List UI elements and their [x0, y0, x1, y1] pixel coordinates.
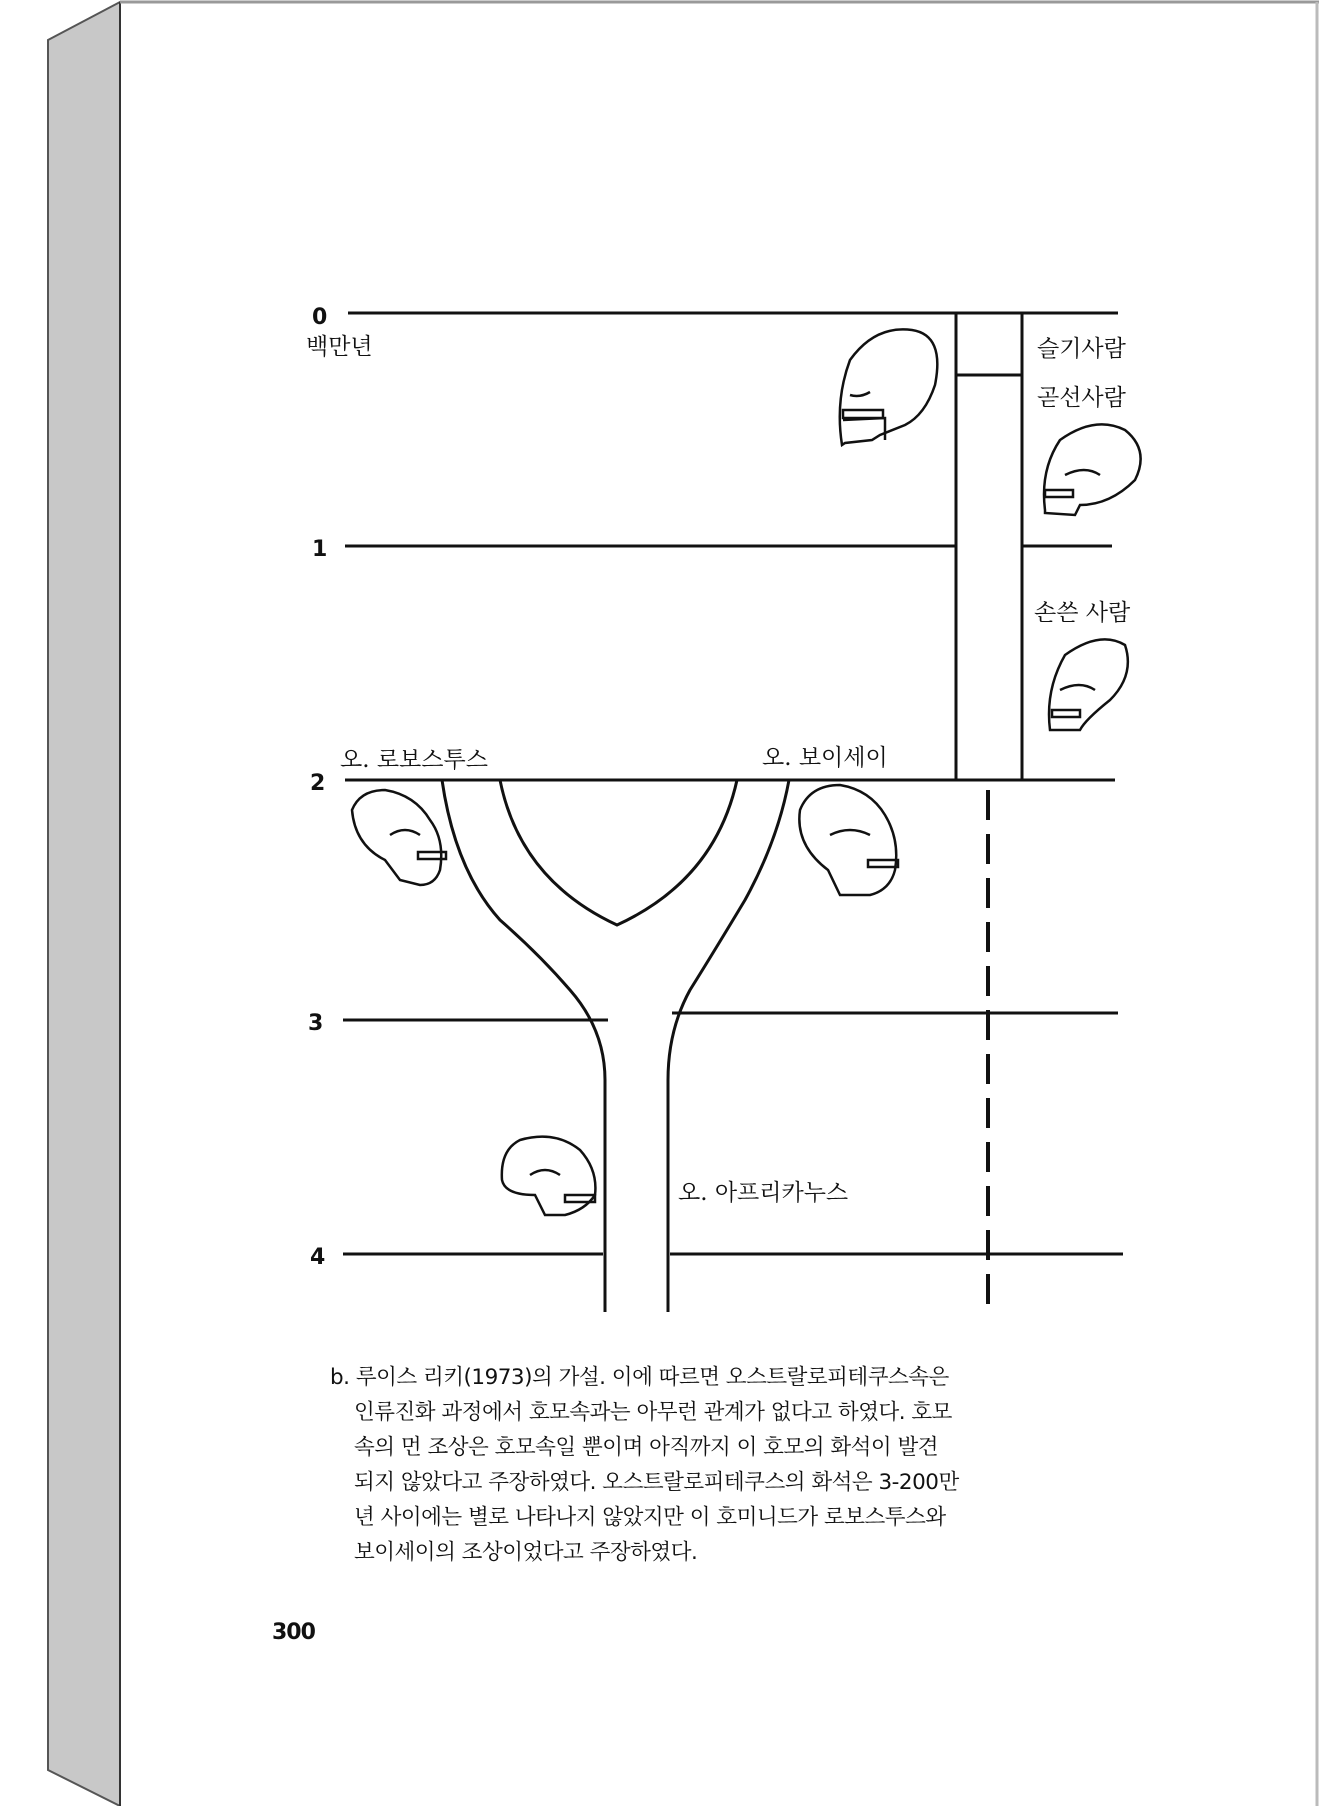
label-a-boisei: 오. 보이세이: [762, 745, 888, 771]
caption-line: 인류진화 과정에서 호모속과는 아무런 관계가 없다고 하였다. 호모: [354, 1400, 952, 1425]
caption-line: 되지 않았다고 주장하였다. 오스트랄로피테쿠스의 화석은 3-200만: [354, 1470, 959, 1495]
label-homo-erectus: 곧선사람: [1037, 385, 1126, 411]
caption-line: b. 루이스 리키(1973)의 가설. 이에 따르면 오스트랄로피테쿠스속은: [330, 1365, 949, 1390]
label-homo-habilis: 손쓴 사람: [1034, 600, 1131, 626]
caption-line: 년 사이에는 별로 나타나지 않았지만 이 호미니드가 로보스투스와: [354, 1505, 946, 1530]
figure-caption: [330, 1360, 1090, 1570]
tick-label-0: 0: [312, 305, 328, 330]
tick-label-1: 1: [312, 537, 328, 562]
label-a-robustus: 오. 로보스투스: [340, 747, 488, 773]
tick-label-2: 2: [310, 771, 326, 796]
page-number: 300: [272, 1620, 315, 1645]
caption-line: 보이세이의 조상이었다고 주장하였다.: [354, 1540, 698, 1565]
label-homo-sapiens: 슬기사람: [1037, 336, 1126, 362]
label-a-africanus: 오. 아프리카누스: [678, 1180, 849, 1206]
caption-line: 속의 먼 조상은 호모속일 뿐이며 아직까지 이 호모의 화석이 발견: [354, 1435, 939, 1460]
tick-label-4: 4: [310, 1245, 326, 1270]
tick-label-3: 3: [308, 1011, 324, 1036]
axis-unit-label: 백만년: [306, 334, 373, 360]
